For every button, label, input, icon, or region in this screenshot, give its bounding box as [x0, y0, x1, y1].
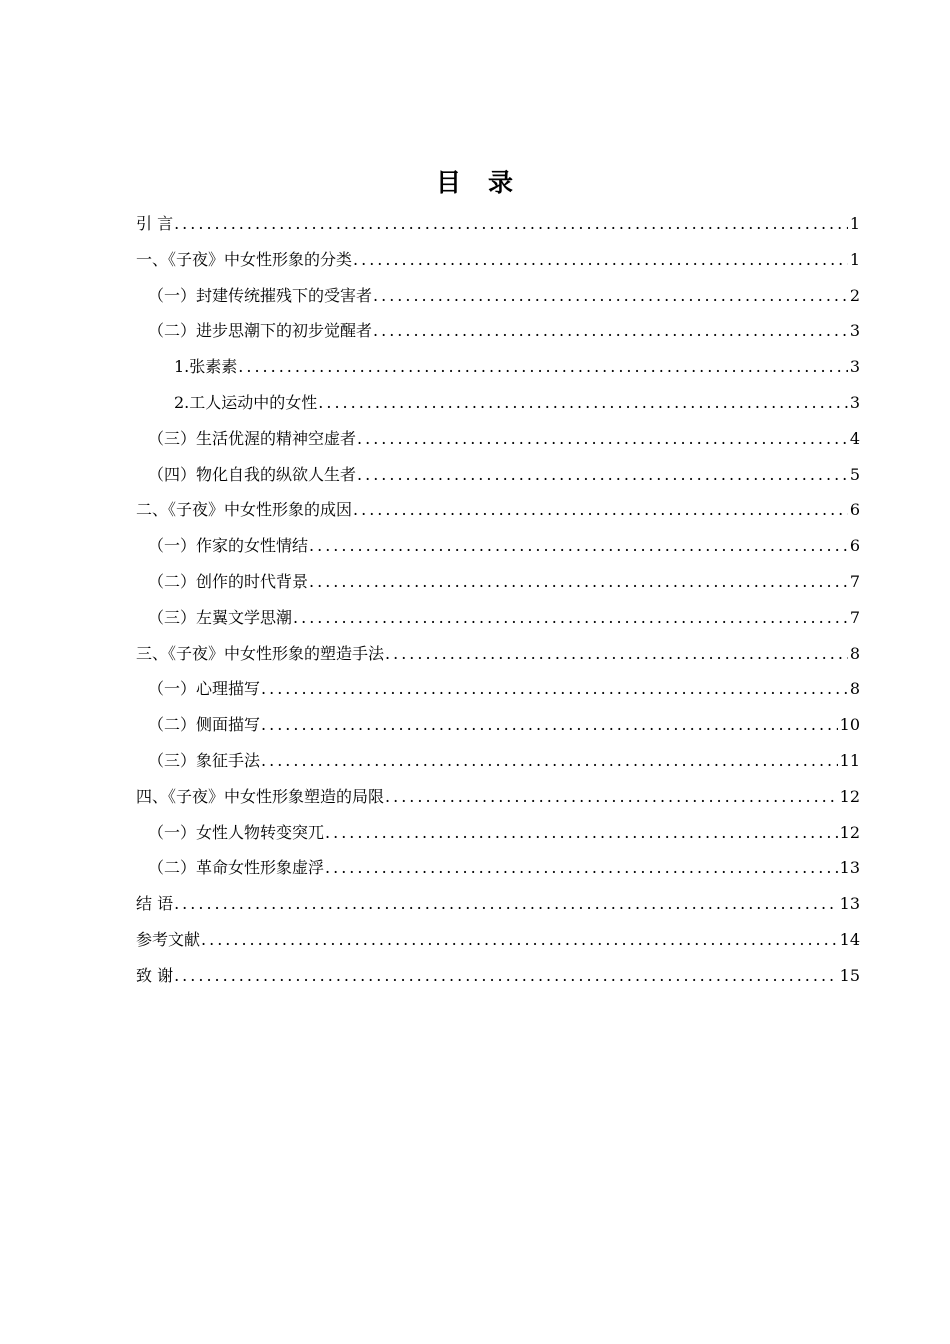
- toc-entry-label: 一、《子夜》中女性形象的分类: [136, 249, 353, 269]
- toc-entry-label: （一）女性人物转变突兀: [148, 822, 325, 842]
- toc-page-number: 1: [849, 249, 860, 269]
- toc-leader-dots: [261, 743, 838, 779]
- toc-page-number: 4: [849, 428, 860, 448]
- toc-entry-label: （二）革命女性形象虚浮: [148, 858, 325, 878]
- toc-entry[interactable]: [136, 600, 860, 636]
- toc-page-number: 1: [849, 214, 860, 233]
- toc-leader-dots: [201, 922, 838, 958]
- toc-leader-dots: [357, 421, 848, 457]
- toc-entry[interactable]: [136, 421, 860, 457]
- toc-entry-label: 二、《子夜》中女性形象的成因: [136, 500, 353, 520]
- toc-leader-dots: [353, 492, 848, 528]
- toc-page-number: 8: [849, 643, 860, 663]
- toc-leader-dots: [353, 242, 848, 278]
- toc-entry[interactable]: [136, 779, 860, 815]
- toc-page-number: 13: [839, 894, 860, 914]
- toc-entry-label: 三、《子夜》中女性形象的塑造手法: [136, 643, 385, 663]
- toc-leader-dots: [385, 779, 838, 815]
- toc-page-number: 12: [839, 822, 860, 842]
- toc-entry-label: （二）侧面描写: [148, 715, 261, 735]
- toc-entry-label: 参考文献: [136, 929, 201, 949]
- toc-leader-dots: [174, 958, 838, 994]
- toc-leader-dots: [318, 385, 848, 421]
- toc-leader-dots: [373, 313, 848, 349]
- toc-page-number: 10: [839, 715, 860, 735]
- toc-leader-dots: [325, 815, 838, 851]
- toc-entry[interactable]: [136, 242, 860, 278]
- toc-leader-dots: [174, 886, 838, 922]
- page-title: [0, 163, 950, 199]
- toc-leader-dots: [238, 349, 848, 385]
- toc-page-number: 15: [839, 965, 860, 985]
- toc-entry[interactable]: [136, 958, 860, 994]
- toc-page-number: 7: [849, 607, 860, 627]
- toc-entry-label: （三）左翼文学思潮: [148, 607, 293, 627]
- toc-leader-dots: [325, 850, 838, 886]
- toc-leader-dots: [373, 278, 848, 314]
- toc-entry-label: 1.张素素: [174, 357, 238, 377]
- toc-page-number: 14: [839, 929, 860, 949]
- toc-entry-label: 结 语: [136, 894, 174, 914]
- toc-entry[interactable]: [136, 564, 860, 600]
- title-char-1: 目: [435, 167, 462, 197]
- toc-entry[interactable]: [136, 385, 860, 421]
- toc-entry[interactable]: [136, 313, 860, 349]
- toc-entry[interactable]: [136, 707, 860, 743]
- toc-entry-label: （一）作家的女性情结: [148, 536, 309, 556]
- toc-leader-dots: [309, 564, 848, 600]
- toc-page-number: 13: [839, 858, 860, 878]
- toc-page-number: 3: [849, 321, 860, 341]
- toc-page-number: 3: [849, 357, 860, 377]
- toc-page-number: 6: [849, 536, 860, 556]
- toc-entry-label: （三）生活优渥的精神空虚者: [148, 428, 357, 448]
- title-char-2: 录: [488, 167, 515, 197]
- toc-leader-dots: [174, 206, 848, 242]
- toc-leader-dots: [261, 707, 838, 743]
- toc-leader-dots: [385, 636, 848, 672]
- toc-page-number: 12: [839, 786, 860, 806]
- toc-entry[interactable]: [136, 886, 860, 922]
- toc-page-number: 3: [849, 392, 860, 412]
- table-of-contents: [136, 206, 860, 994]
- toc-entry[interactable]: [136, 636, 860, 672]
- toc-entry-label: （一）封建传统摧残下的受害者: [148, 285, 373, 305]
- toc-entry[interactable]: [136, 492, 860, 528]
- toc-page-number: 11: [839, 750, 860, 770]
- toc-entry-label: （二）创作的时代背景: [148, 571, 309, 591]
- toc-entry-label: （二）进步思潮下的初步觉醒者: [148, 321, 373, 341]
- toc-page-number: 6: [849, 500, 860, 520]
- toc-entry[interactable]: [136, 743, 860, 779]
- toc-entry[interactable]: [136, 457, 860, 493]
- toc-entry-label: 致 谢: [136, 965, 174, 985]
- toc-entry-label: 四、《子夜》中女性形象塑造的局限: [136, 786, 385, 806]
- toc-leader-dots: [293, 600, 848, 636]
- toc-entry[interactable]: [136, 278, 860, 314]
- toc-leader-dots: [309, 528, 848, 564]
- toc-entry[interactable]: [136, 671, 860, 707]
- toc-page-number: 5: [849, 464, 860, 484]
- toc-entry-label: （四）物化自我的纵欲人生者: [148, 464, 357, 484]
- toc-entry-label: 2.工人运动中的女性: [174, 392, 318, 412]
- toc-entry[interactable]: [136, 815, 860, 851]
- toc-entry-label: （三）象征手法: [148, 750, 261, 770]
- toc-leader-dots: [357, 457, 848, 493]
- toc-entry-label: （一）心理描写: [148, 679, 261, 699]
- toc-page-number: 8: [849, 679, 860, 699]
- toc-entry[interactable]: [136, 922, 860, 958]
- toc-entry[interactable]: [136, 850, 860, 886]
- toc-leader-dots: [261, 671, 848, 707]
- toc-page-number: 2: [849, 285, 860, 305]
- toc-page-number: 7: [849, 571, 860, 591]
- toc-entry-label: 引 言: [136, 214, 174, 233]
- toc-entry[interactable]: [136, 349, 860, 385]
- toc-entry[interactable]: [136, 206, 860, 242]
- toc-entry[interactable]: [136, 528, 860, 564]
